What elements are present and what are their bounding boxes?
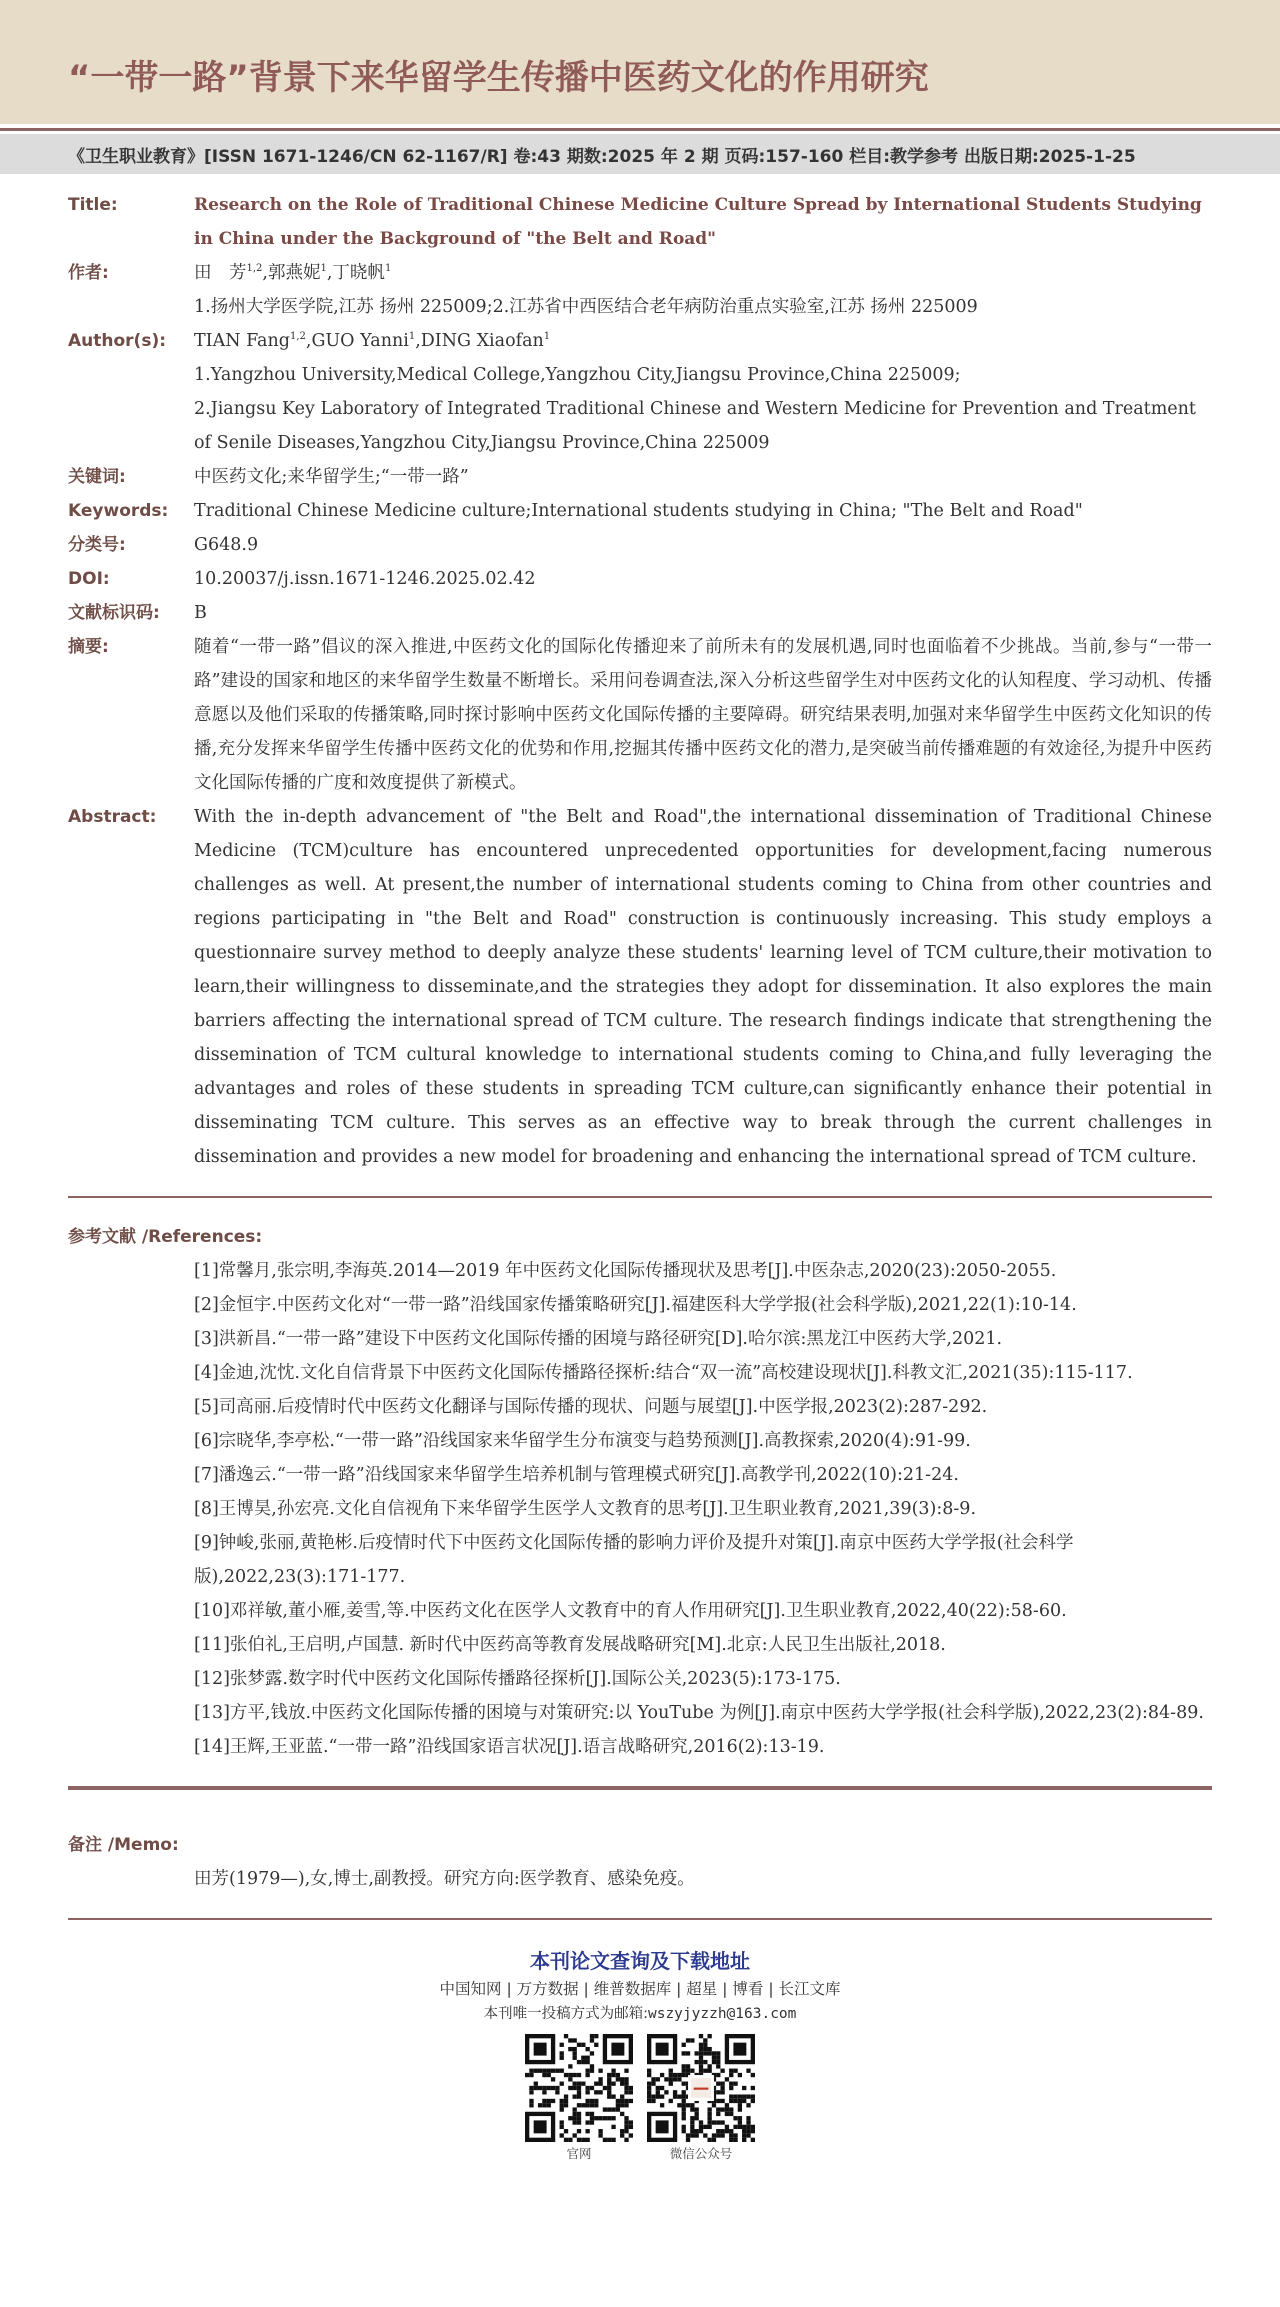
qr-official-site[interactable] <box>525 2034 633 2164</box>
doi-label: DOI: <box>68 569 110 589</box>
abstract-cn: 随着“一带一路”倡议的深入推进,中医药文化的国际化传播迎来了前所未有的发展机遇,同时也面临着不少挑战。当前,参与“一带一路”建设的国家和地区的来华留学生数量不断增长。采用问卷调查法,深入分析这些留学生对中医药文化的认知程度、学习动机、传播意愿以及他们采取的传播策略,同时探讨影响中医药文化国际传播的主要障碍。研究结果表明,加强对来华留学生中医药文化知识的传播,充分发挥来华留学生传播中医药文化的优势和作用,挖掘其传播中医药文化的潜力,是突破当前传播难题的有效途径,为提升中医药文化国际传播的广度和效度提供了新模式。 <box>194 637 1212 793</box>
footer <box>68 1946 1212 2164</box>
footer-title: 本刊论文查询及下载地址 <box>530 1949 750 1973</box>
author-affiliation-sup: 1,2 <box>289 331 306 343</box>
reference-item: [1]常馨月,张宗明,李海英.2014—2019 年中医药文化国际传播现状及思考[J].中医杂志,2020(23):2050-2055. <box>194 1261 1057 1281</box>
title-row <box>68 188 1212 256</box>
qr-code-icon <box>525 2034 633 2142</box>
document-code-row <box>68 596 1212 630</box>
authors-en-label: Author(s): <box>68 331 167 351</box>
author-name[interactable]: ,DING Xiaofan <box>415 331 544 351</box>
references-list <box>68 1254 1212 1764</box>
keywords-cn-label: 关键词: <box>68 467 126 487</box>
keywords-cn-row <box>68 460 1212 494</box>
qr-caption: 微信公众号 <box>669 2146 733 2161</box>
author-affiliation-sup: 1 <box>408 331 416 343</box>
database-link[interactable]: 博看 <box>732 1980 764 1998</box>
reference-item: [7]潘逸云.“一带一路”沿线国家来华留学生培养机制与管理模式研究[J].高教学刊,2022(10):21-24. <box>194 1465 959 1485</box>
author-name[interactable]: ,郭燕妮 <box>262 263 321 283</box>
separator: | <box>578 1980 594 1998</box>
section-divider <box>68 1918 1212 1920</box>
author-name[interactable]: TIAN Fang <box>194 331 290 351</box>
reference-item: [2]金恒宇.中医药文化对“一带一路”沿线国家传播策略研究[J].福建医科大学学报(社会科学版),2021,22(1):10-14. <box>194 1295 1077 1315</box>
separator: | <box>671 1980 687 1998</box>
journal-meta-bar <box>0 134 1280 174</box>
reference-item: [13]方平,钱放.中医药文化国际传播的困境与对策研究:以 YouTube 为例[J].南京中医药大学学报(社会科学版),2022,23(2):84-89. <box>194 1703 1204 1723</box>
journal-meta: 《卫生职业教育》[ISSN 1671-1246/CN 62-1167/R] 卷:43 期数:2025 年 2 期 页码:157-160 栏目:教学参考 出版日期:2025-1-25 <box>68 146 1136 167</box>
separator: | <box>501 1980 517 1998</box>
author-affiliation-sup: 1 <box>543 331 551 343</box>
qr-wechat[interactable] <box>647 2034 755 2164</box>
database-link[interactable]: 中国知网 <box>439 1980 502 1998</box>
author-affiliation-sup: 1 <box>320 263 327 275</box>
author-name[interactable]: 田 芳 <box>194 263 247 283</box>
author-name[interactable]: ,GUO Yanni <box>305 331 409 351</box>
reference-item: [14]王辉,王亚蓝.“一带一路”沿线国家语言状况[J].语言战略研究,2016(2):13-19. <box>194 1737 825 1757</box>
section-divider <box>68 1786 1212 1790</box>
author-affiliation-sup: 1,2 <box>246 263 263 275</box>
memo-heading: 备注 /Memo: <box>68 1835 179 1855</box>
reference-item: [11]张伯礼,王启明,卢国慧. 新时代中医药高等教育发展战略研究[M].北京:人民卫生出版社,2018. <box>194 1635 946 1655</box>
title-label: Title: <box>68 195 118 215</box>
authors-cn-row <box>68 256 1212 324</box>
classification-value: G648.9 <box>194 535 259 555</box>
email-link[interactable]: wszyjyzzh@163.com <box>647 2006 797 2022</box>
affiliation-en-1: 1.Yangzhou University,Medical College,Yangzhou City,Jiangsu Province,China 225009; <box>194 365 961 385</box>
header-band <box>0 0 1280 124</box>
section-divider <box>68 1196 1212 1198</box>
reference-item: [3]洪新昌.“一带一路”建设下中医药文化国际传播的困境与路径研究[D].哈尔滨:黑龙江中医药大学,2021. <box>194 1329 1003 1349</box>
document-code-value: B <box>194 603 207 623</box>
database-link[interactable]: 维普数据库 <box>593 1980 672 1998</box>
references-heading: 参考文献 /References: <box>68 1227 263 1247</box>
abstract-cn-label: 摘要: <box>68 637 109 657</box>
abstract-en-label: Abstract: <box>68 807 157 827</box>
authors-cn-label: 作者: <box>68 263 109 283</box>
keywords-cn: 中医药文化;来华留学生;“一带一路” <box>194 467 469 487</box>
database-link[interactable]: 长江文库 <box>778 1980 841 1998</box>
abstract-cn-row <box>68 630 1212 800</box>
reference-item: [8]王博昊,孙宏亮.文化自信视角下来华留学生医学人文教育的思考[J].卫生职业教育,2021,39(3):8-9. <box>194 1499 977 1519</box>
abstract-en: With the in-depth advancement of "the Belt and Road",the international dissemination of Traditional Chinese Medicine (TCM)culture has encountered unprecedented opportunities for development,facing numerous challenges as well. At present,the number of international students coming to China from other countries and regions participating in "the Belt and Road" construction is continuously increasing. This study employs a questionnaire survey method to deeply analyze these students' learning level of TCM culture,their motivation to learn,their willingness to disseminate,and the strategies they adopt for dissemination. It also explores the main barriers affecting the international spread of TCM culture. The research findings indicate that strengthening the dissemination of TCM cultural knowledge to international students coming to China,and fully leveraging the advantages and roles of these students in spreading TCM culture,can significantly enhance their potential in disseminating TCM culture. This serves as an effective way to break through the current challenges in dissemination and provides a new model for broadening and enhancing the international spread of TCM culture. <box>194 807 1212 1167</box>
affiliation-en-2: 2.Jiangsu Key Laboratory of Integrated Traditional Chinese and Western Medicine for Prevention and Treatment of Senile Diseases,Yangzhou City,Jiangsu Province,China 225009 <box>194 399 1196 453</box>
keywords-en: Traditional Chinese Medicine culture;International students studying in China; "The Belt and Road" <box>194 501 1083 521</box>
doi-row <box>68 562 1212 596</box>
database-link[interactable]: 超星 <box>686 1980 718 1998</box>
qr-code-icon <box>647 2034 755 2142</box>
article-content <box>0 174 1280 2164</box>
author-affiliation-sup: 1 <box>384 263 392 275</box>
reference-item: [12]张梦露.数字时代中医药文化国际传播路径探析[J].国际公关,2023(5):173-175. <box>194 1669 841 1689</box>
authors-en-row <box>68 324 1212 460</box>
abstract-en-row <box>68 800 1212 1174</box>
reference-item: [9]钟峻,张丽,黄艳彬.后疫情时代下中医药文化国际传播的影响力评价及提升对策[J].南京中医药大学学报(社会科学版),2022,23(3):171-177. <box>194 1533 1074 1587</box>
reference-item: [5]司高丽.后疫情时代中医药文化翻译与国际传播的现状、问题与展望[J].中医学报,2023(2):287-292. <box>194 1397 988 1417</box>
page-title: “一带一路”背景下来华留学生传播中医药文化的作用研究 <box>68 58 929 98</box>
separator: | <box>763 1980 779 1998</box>
qr-codes <box>68 2034 1212 2164</box>
submission-email-line <box>68 2002 1212 2026</box>
memo-text: 田芳(1979—),女,博士,副教授。研究方向:医学教育、感染免疫。 <box>194 1869 695 1889</box>
classification-label: 分类号: <box>68 535 126 555</box>
reference-item: [4]金迪,沈忱.文化自信背景下中医药文化国际传播路径探析:结合“双一流”高校建设现状[J].科教文汇,2021(35):115-117. <box>194 1363 1133 1383</box>
separator: | <box>717 1980 733 1998</box>
affiliation-cn: 1.扬州大学医学院,江苏 扬州 225009;2.江苏省中西医结合老年病防治重点实验室,江苏 扬州 225009 <box>194 297 978 317</box>
classification-row <box>68 528 1212 562</box>
doi-link[interactable]: 10.20037/j.issn.1671-1246.2025.02.42 <box>194 569 536 589</box>
keywords-en-row <box>68 494 1212 528</box>
authors-cn <box>194 256 1212 290</box>
english-title: Research on the Role of Traditional Chinese Medicine Culture Spread by International Students Studying in China under the Background of "the Belt and Road" <box>194 195 1202 249</box>
reference-item: [6]宗晓华,李亭松.“一带一路”沿线国家来华留学生分布演变与趋势预测[J].高教探索,2020(4):91-99. <box>194 1431 971 1451</box>
email-label: 本刊唯一投稿方式为邮箱: <box>483 2006 648 2022</box>
database-link[interactable]: 万方数据 <box>516 1980 579 1998</box>
author-name[interactable]: ,丁晓帆 <box>326 263 385 283</box>
keywords-en-label: Keywords: <box>68 501 169 521</box>
document-code-label: 文献标识码: <box>68 603 160 623</box>
authors-en <box>194 324 1212 358</box>
qr-caption: 官网 <box>566 2146 592 2161</box>
database-list <box>68 1976 1212 2002</box>
reference-item: [10]邓祥敏,董小雁,姜雪,等.中医药文化在医学人文教育中的育人作用研究[J].卫生职业教育,2022,40(22):58-60. <box>194 1601 1067 1621</box>
